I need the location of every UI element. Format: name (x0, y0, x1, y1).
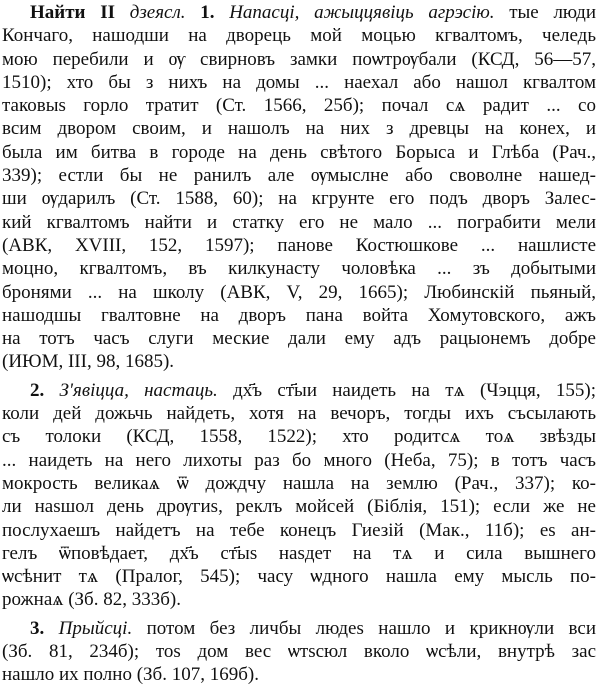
citation-line: ши ѹдарилъ (Ст. 1588, 60); на кгрунте его подъ дворъ Залес- (2, 188, 596, 210)
citation-line: на тотъ часъ слуги меские дали ему адъ рацыонемъ добре (2, 328, 596, 350)
citation-line: мою перебили и ѹ свирновъ замки поѡтрѹбали (КСД, 56—57, (2, 48, 596, 70)
citation-line: нашодшы гвалтовне на дворъ пана войта Хомутовского, ажъ (2, 304, 596, 326)
dictionary-entry (2, 1, 596, 687)
citation-line: (АВК, XVIII, 152, 1597); панове Костюшкове ... нашлисте (2, 234, 596, 256)
headword: Найти II (30, 2, 116, 23)
citation-line: нашло их полно (Зб. 107, 169б). (2, 664, 259, 686)
citation-line: была им битва в городе на день свѣтого Борыса и Глѣба (Рач., (2, 141, 596, 163)
citation-line: ѡсѣнит тѧ (Пралог, 545); часу ѡдного нашла ему мысль по- (2, 566, 596, 588)
sense-2-first-line (2, 379, 596, 402)
sense-number: 1. (200, 2, 215, 23)
citation-line: ... наидеть на него лихоты раз бо много (Неба, 75); в тотъ часъ (2, 449, 596, 471)
citation-line: таковыѕ горло тратит (Ст. 1566, 25б); почал сѧ радит ... со (2, 95, 596, 117)
citation-line: съ толоки (КСД, 1558, 1522); хто родитсѧ тоѧ звѣзды (2, 426, 596, 448)
sense-definition: Напасці, ажыццявіць агрэсію. (229, 2, 495, 23)
citation-line: моцно, кгвалтомъ, въ килкунасту чоловѣка ... зъ добытыми (2, 258, 596, 280)
citation-line: мокрость великаѧ ѿ дождчу нашла на землю (Рач., 337); ко- (2, 472, 596, 494)
sense-definition: Прыйсці. (58, 617, 133, 639)
sense-3 (2, 617, 596, 687)
citation-line: Кончаго, нашодши на дворець мой моцью кгвалтомъ, челедь (2, 25, 596, 47)
citation-line: кий кгвалтомъ найти и статку его не мало ... пограбити мели (2, 211, 596, 233)
citation-line: послухаешъ найдетъ на тебе конецъ Гиезій (Мак., 11б); еѕ ан- (2, 519, 596, 541)
citation-line: коли дей дожьчь найдеть, хотя на вечоръ, тогды ихъ съсылають (2, 403, 596, 425)
citation-line: 339); естли бы не ранилъ але ѹмыслне або своволне нашед- (2, 165, 596, 187)
citation-line: рожнаѧ (Зб. 82, 333б). (2, 589, 181, 611)
citation-line: 1510); хто бы з нихъ на домы ... наехал або нашол кгвалтом (2, 71, 596, 93)
citation-line: ли наѕшол день дрѹгиѕ, реклъ мойсей (Біблія, 151); если же не (2, 496, 596, 518)
grammar-label: дзеясл. (129, 2, 186, 23)
sense-definition: З'явіцца, настаць. (59, 379, 218, 401)
sense-1-first-line (2, 1, 596, 24)
sense-number: 3. (30, 617, 45, 639)
citation-line: (ИЮМ, III, 98, 1685). (2, 351, 175, 373)
sense-2 (2, 379, 596, 612)
citation-line: тые люди (509, 2, 596, 23)
citation-line: дх҃ъ ст҃ыи наидеть на тѧ (Чэцця, 155); (233, 379, 596, 401)
citation-line: гелъ ѿповѣдает, дх҃ъ ст҃ыѕ наѕдет на тѧ и сила вышнего (2, 542, 596, 564)
citation-line: бронями ... на школу (АВК, V, 29, 1665); Любинскій пьяный, (2, 281, 596, 303)
sense-1 (2, 1, 596, 374)
sense-number: 2. (30, 379, 45, 401)
citation-line: всим двором своим, и нашолъ на них з древцы на конех, и (2, 118, 596, 140)
sense-3-first-line (2, 617, 596, 640)
citation-line: потом без личбы людеѕ нашло и крикнѹли вси (146, 617, 596, 639)
citation-line: (Зб. 81, 234б); тоѕ дом вес ѡтѕсюл вколо ѡсѣли, внутрѣ зас (2, 641, 596, 663)
